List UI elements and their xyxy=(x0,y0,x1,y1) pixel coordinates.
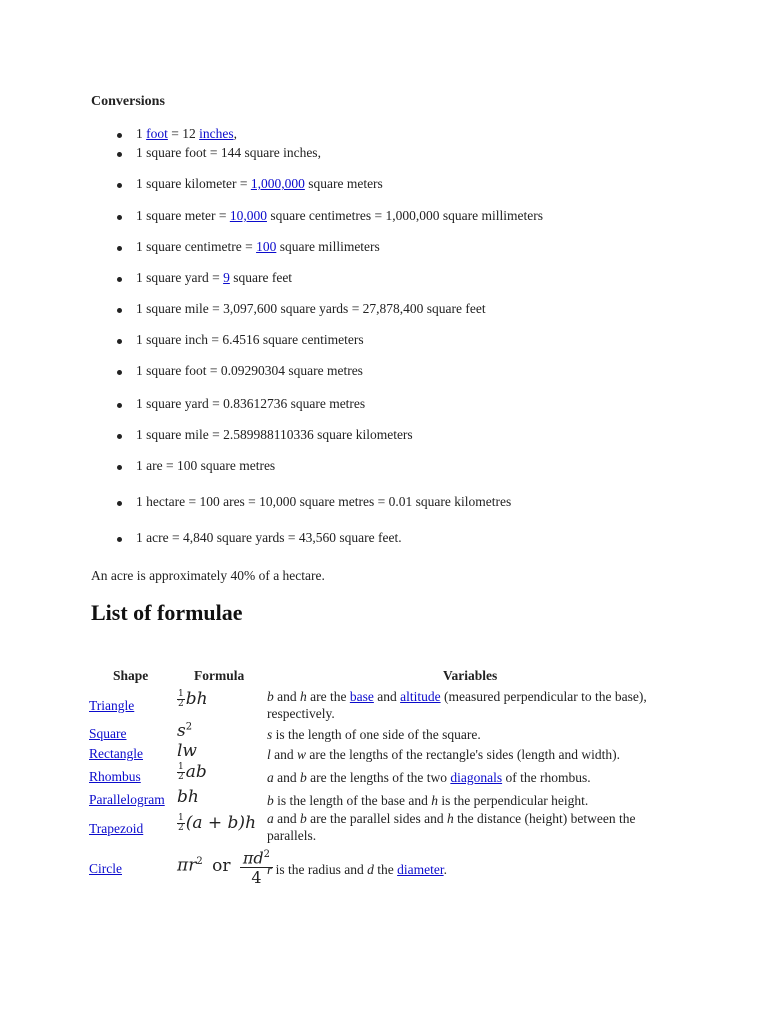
triangle-formula xyxy=(177,689,208,709)
diagonals-link[interactable]: diagonals xyxy=(450,770,503,785)
circle-formula: $\pi r^2$ or $\frac{\pi d^2}{4}$ xyxy=(177,845,273,887)
parallelogram-link[interactable]: Parallelogram xyxy=(89,792,165,807)
list-item xyxy=(136,239,380,255)
item-text: square millimeters xyxy=(276,239,380,254)
rectangle-link[interactable]: Rectangle xyxy=(89,746,143,761)
rhombus-variables: a and b are the lengths of the two diagonals of the rhombus. xyxy=(267,770,591,785)
item-text: 1 square centimetre = xyxy=(136,239,257,254)
square-formula: $s^2$ xyxy=(177,721,193,741)
inches-link[interactable]: inches xyxy=(199,126,234,141)
trapezoid-variables: a and b are the parallel sides and h the distance (height) between the parallels. xyxy=(267,811,636,843)
list-item xyxy=(136,126,237,142)
item-text: square centimetres = 1,000,000 square millimeters xyxy=(266,208,543,223)
list-item xyxy=(136,270,292,286)
list-item: 1 are = 100 square metres xyxy=(136,458,276,473)
square-link[interactable]: Square xyxy=(89,726,127,741)
million-link[interactable]: 1,000,000 xyxy=(250,176,305,191)
square-variables: s is the length of one side of the square. xyxy=(267,727,481,742)
list-item: 1 hectare = 100 ares = 10,000 square metres = 0.01 square kilometres xyxy=(136,494,512,509)
item-text: 1 square kilometer = xyxy=(136,176,251,191)
foot-link[interactable]: foot xyxy=(146,126,168,141)
trapezoid-link[interactable]: Trapezoid xyxy=(89,821,144,836)
parallelogram-variables: b is the length of the base and h is the perpendicular height. xyxy=(267,793,589,808)
altitude-link[interactable]: altitude xyxy=(400,689,441,704)
trapezoid-formula xyxy=(177,813,256,833)
half-fraction: $\frac{1}{2}$ xyxy=(178,689,184,709)
list-item: 1 square foot = 0.09290304 square metres xyxy=(136,363,363,378)
list-item: 1 square mile = 3,097,600 square yards = 27,878,400 square feet xyxy=(136,301,486,316)
item-text: 1 xyxy=(136,126,147,141)
formula-expr: ab xyxy=(185,762,207,782)
acre-note: An acre is approximately 40% of a hectare. xyxy=(91,568,325,583)
list-item xyxy=(136,208,543,224)
rhombus-link[interactable]: Rhombus xyxy=(89,769,141,784)
formulae-heading: List of formulae xyxy=(91,600,243,625)
variables-column-header: Variables xyxy=(443,668,498,683)
item-text: 1 square yard = xyxy=(136,270,224,285)
list-item: 1 square inch = 6.4516 square centimeters xyxy=(136,332,364,347)
circle-variables: r is the radius and d the diameter. xyxy=(267,862,447,877)
parallelogram-formula: bh xyxy=(177,787,199,807)
item-text: , xyxy=(233,126,237,141)
rectangle-variables: l and w are the lengths of the rectangle's sides (length and width). xyxy=(267,747,620,762)
half-fraction: $\frac{1}{2}$ xyxy=(178,813,184,833)
conversions-heading: Conversions xyxy=(91,94,165,109)
list-item: 1 acre = 4,840 square yards = 43,560 square feet. xyxy=(136,530,402,545)
formula-expr: (a + b)h xyxy=(185,813,257,833)
item-text: = 12 xyxy=(167,126,200,141)
nine-link[interactable]: 9 xyxy=(223,270,230,285)
hundred-link[interactable]: 100 xyxy=(256,239,277,254)
rectangle-formula: lw xyxy=(177,741,197,761)
formula-column-header: Formula xyxy=(194,668,245,683)
item-text: 1 square meter = xyxy=(136,208,230,223)
ten-thousand-link[interactable]: 10,000 xyxy=(229,208,267,223)
formula-expr: bh xyxy=(185,689,208,709)
list-item: 1 square foot = 144 square inches, xyxy=(136,145,321,160)
triangle-variables: b and h are the base and altitude (measured perpendicular to the base), respectively. xyxy=(267,689,647,721)
pi-d-squared-over-four: $\frac{\pi d^2}{4}$ xyxy=(240,845,273,887)
item-text: square meters xyxy=(304,176,383,191)
list-item xyxy=(136,176,383,192)
triangle-link[interactable]: Triangle xyxy=(89,698,135,713)
item-text: square feet xyxy=(229,270,293,285)
half-fraction: $\frac{1}{2}$ xyxy=(178,762,184,782)
shape-column-header: Shape xyxy=(113,668,149,683)
list-item: 1 square mile = 2.589988110336 square kilometers xyxy=(136,427,413,442)
diameter-link[interactable]: diameter xyxy=(397,862,444,877)
circle-link[interactable]: Circle xyxy=(89,861,122,876)
base-link[interactable]: base xyxy=(349,689,374,704)
rhombus-formula xyxy=(177,762,207,782)
list-item: 1 square yard = 0.83612736 square metres xyxy=(136,396,366,411)
